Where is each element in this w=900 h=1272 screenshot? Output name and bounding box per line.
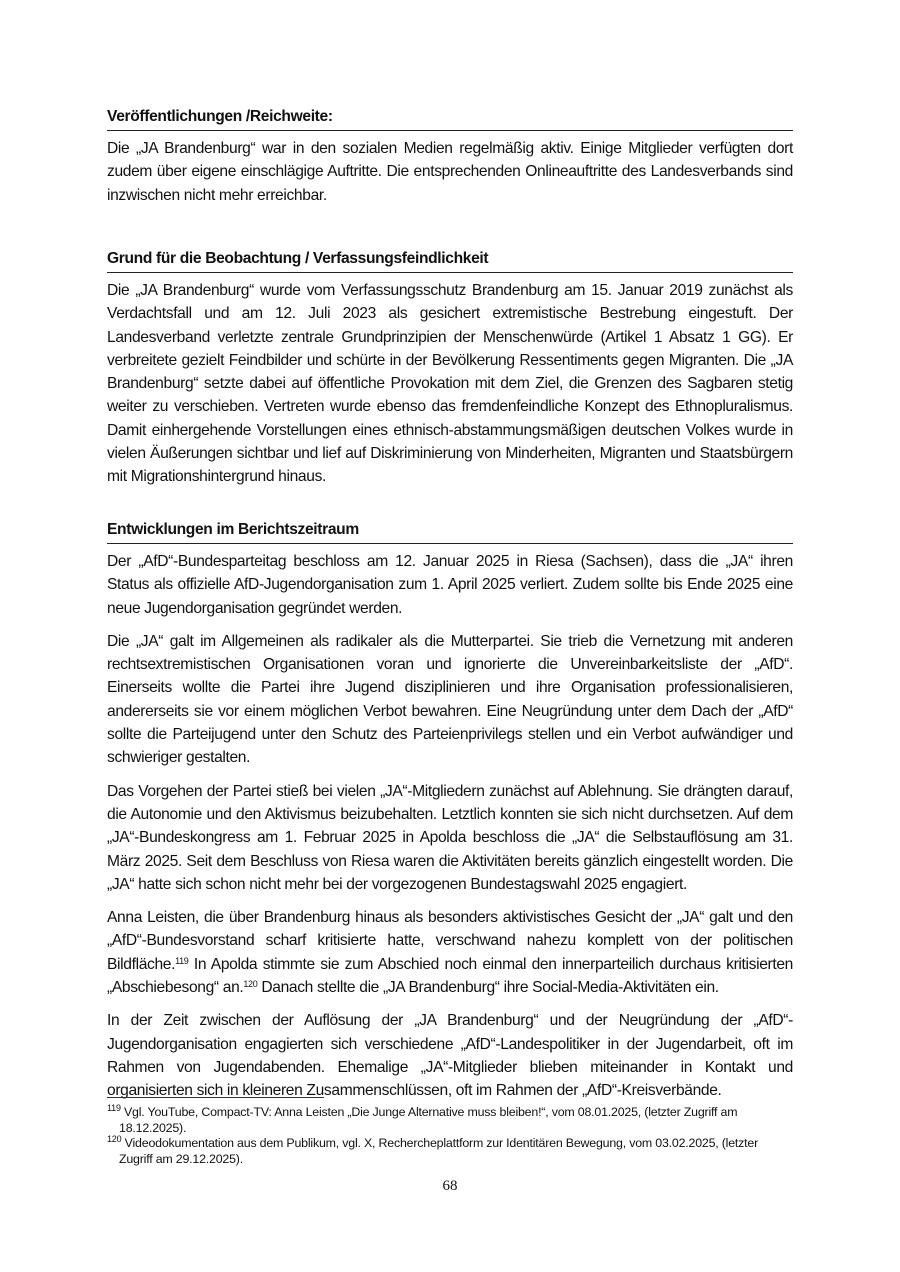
paragraph-with-footnotes	[107, 906, 793, 999]
footnote-text: Vgl. YouTube, Compact-TV: Anna Leisten „Die Junge Alternative muss bleiben!“, vom 08.01.2025, (letzter Zugriff am 18.12.2025).	[119, 1105, 738, 1135]
paragraph: Die „JA“ galt im Allgemeinen als radikaler als die Mutterpartei. Sie trieb die Vernetzung mit anderen rechtsextremistischen Organisationen voran und ignorierte die Unvereinbarkeitsliste der „AfD“. Einerseits wollte die Partei ihre Jugend disziplinieren und ihre Organisation professionalisieren, andererseits sie vor einem möglichen Verbot bewahren. Eine Neugründung unter dem Dach der „AfD“ sollte die Parteijugend unter den Schutz des Parteienprivilegs stellen und ein Verbot aufwändiger und schwieriger gestalten.	[107, 632, 793, 767]
paragraph: In der Zeit zwischen der Auflösung der „JA Brandenburg“ und der Neugründung der „AfD“-Jugendorganisation engagierten sich verschiedene „AfD“-Landespolitiker in der Jugendarbeit, oft im Rahmen von Jugendabenden. Ehemalige „JA“-Mitglieder blieben miteinander in Kontakt und organisierten sich in kleineren Zusammenschlüssen, oft im Rahmen der „AfD“-Kreisverbände.	[107, 1012, 793, 1100]
footnote-text: Videodokumentation aus dem Publikum, vgl. X, Rechercheplattform zur Identitären Bewegung, vom 03.02.2025, (letzter Zugriff am 29.12.2025).	[119, 1136, 759, 1167]
section-heading: Entwicklungen im Berichtszeitraum	[107, 519, 793, 544]
footnotes	[107, 1105, 793, 1168]
footnote	[107, 1105, 793, 1136]
paragraph: Das Vorgehen der Partei stieß bei vielen „JA“-Mitgliedern zunächst auf Ablehnung. Sie drängten darauf, die Autonomie und den Aktivismus beizubehalten. Letztlich konnten sie sich nicht durchsetzen. Auf dem „JA“-Bundeskongress am 1. Februar 2025 in Apolda beschloss die „JA“ die Selbstauflösung am 31. März 2025. Seit dem Beschluss von Riesa waren die Aktivitäten bereits gänzlich eingestellt worden. Die „JA“ hatte sich schon nicht mehr bei der vorgezogenen Bundestagswahl 2025 engagiert.	[107, 782, 793, 893]
section-developments	[107, 519, 793, 1103]
footnote-number: 120	[107, 1134, 122, 1145]
footnote-number: 119	[107, 1103, 121, 1113]
footnote-reference[interactable]: 119	[175, 955, 189, 966]
footnote-divider	[107, 1097, 324, 1098]
footnote	[107, 1136, 793, 1167]
paragraph-text: In Apolda stimmte sie zum Abschied noch einmal den innerparteilich durchaus kritisierten „Abschiebesong“ an.	[107, 955, 793, 997]
paragraph-text: Danach stellte die „JA Brandenburg“ ihre Social-Media-Aktivitäten ein.	[257, 979, 719, 997]
paragraph: Der „AfD“-Bundesparteitag beschloss am 12. Januar 2025 in Riesa (Sachsen), dass die „JA“ ihren Status als offizielle AfD-Jugendorganisation zum 1. April 2025 verliert. Zudem sollte bis Ende 2025 eine neue Jugendorganisation gegründet werden.	[107, 553, 793, 617]
section-publications	[107, 106, 793, 207]
section-heading: Grund für die Beobachtung / Verfassungsfeindlichkeit	[107, 248, 793, 273]
paragraph-text: Anna Leisten, die über Brandenburg hinaus als besonders aktivistisches Gesicht der „JA“ galt und den „AfD“-Bundesvorstand scharf kritisierte hatte, verschwand nahezu komplett von der politischen Bildfläche.	[107, 909, 793, 973]
section-heading: Veröffentlichungen /Reichweite:	[107, 106, 793, 131]
paragraph: Die „JA Brandenburg“ war in den sozialen Medien regelmäßig aktiv. Einige Mitglieder verfügten dort zudem über eigene einschlägige Auftritte. Die entsprechenden Onlineauftritte des Landesverbands sind inzwischen nicht mehr erreichbar.	[107, 140, 793, 204]
footnote-reference[interactable]: 120	[243, 979, 258, 990]
section-grounds	[107, 248, 793, 489]
page-number: 68	[442, 1178, 458, 1194]
paragraph: Die „JA Brandenburg“ wurde vom Verfassungsschutz Brandenburg am 15. Januar 2019 zunächst als Verdachtsfall und am 12. Juli 2023 als gesichert extremistische Bestrebung eingestuft. Der Landesverband verletzte zentrale Grundprinzipien der Menschenwürde (Artikel 1 Absatz 1 GG). Er verbreitete gezielt Feindbilder und schürte in der Bevölkerung Ressentiments gegen Migranten. Die „JA Brandenburg“ setzte dabei auf öffentliche Provokation mit dem Ziel, die Grenzen des Sagbaren stetig weiter zu verschieben. Vertreten wurde ebenso das fremdenfeindliche Konzept des Ethnopluralismus. Damit einhergehende Vorstellungen eines ethnisch-abstammungsmäßigen deutschen Volkes wurde in vielen Äußerungen sichtbar und lief auf Diskriminierung von Minderheiten, Migranten und Staatsbürgern mit Migrationshintergrund hinaus.	[107, 282, 793, 486]
